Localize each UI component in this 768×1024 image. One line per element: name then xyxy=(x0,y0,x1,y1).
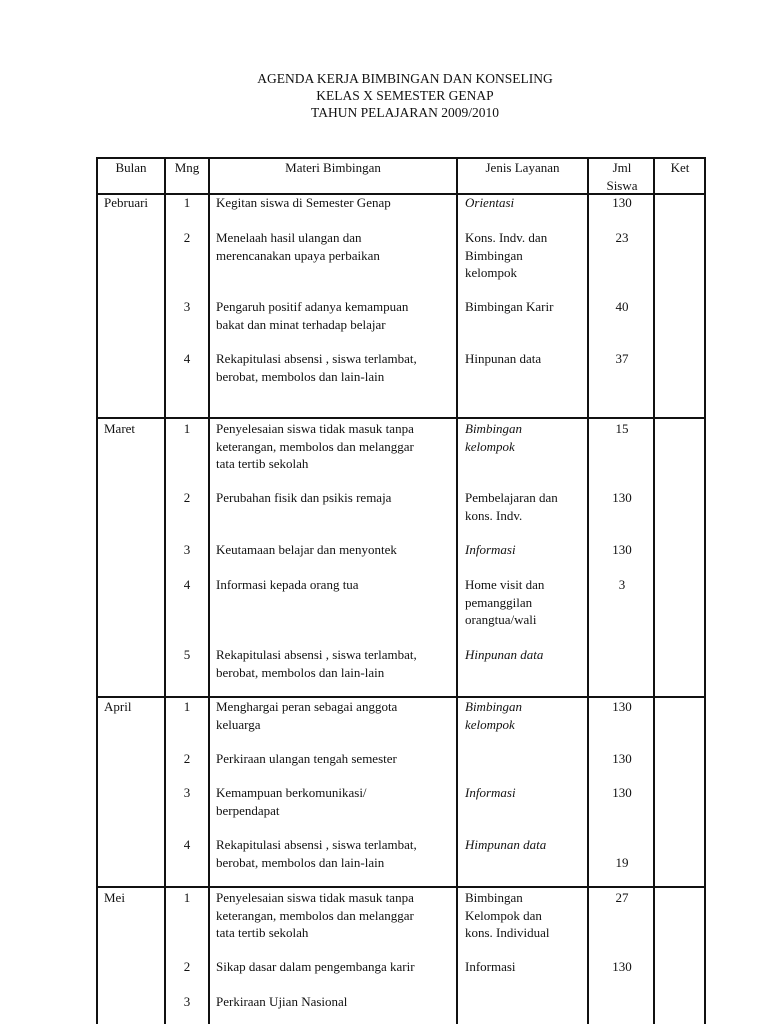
materi-cell: Rekapitulasi absensi , siswa terlambat, berobat, membolos dan lain-lain xyxy=(216,351,417,384)
jenis-layanan-cell: Kons. Indv. dan Bimbingan kelompok xyxy=(465,230,548,280)
jml-siswa-cell: 15 xyxy=(615,421,629,436)
materi-cell: Perkiraan ulangan tengah semester xyxy=(216,751,397,766)
materi-cell: Sikap dasar dalam pengembanga karir xyxy=(216,959,415,974)
doc-title-line-1: AGENDA KERJA BIMBINGAN DAN KONSELING xyxy=(257,71,553,86)
jenis-layanan-cell: Bimbingan kelompok xyxy=(465,421,523,454)
table-border xyxy=(587,157,589,1024)
header-mng: Mng xyxy=(174,160,200,175)
materi-cell: Perkiraan Ujian Nasional xyxy=(216,994,348,1009)
jml-siswa-cell: 40 xyxy=(615,299,629,314)
mng-cell: 1 xyxy=(183,421,191,436)
header-ket: Ket xyxy=(670,160,690,175)
jenis-layanan-cell: Orientasi xyxy=(465,195,515,210)
mng-cell: 5 xyxy=(183,647,191,662)
table-border xyxy=(96,157,98,1024)
mng-cell: 2 xyxy=(183,230,191,245)
table-border xyxy=(704,157,706,1024)
table-border xyxy=(208,157,210,1024)
materi-cell: Rekapitulasi absensi , siswa terlambat, berobat, membolos dan lain-lain xyxy=(216,837,417,870)
jml-siswa-cell: 130 xyxy=(612,542,632,557)
bulan-cell: Maret xyxy=(104,421,136,436)
header-bulan: Bulan xyxy=(115,160,147,175)
mng-cell: 1 xyxy=(183,890,191,905)
jml-siswa-cell: 19 xyxy=(615,854,629,870)
doc-title-line-3: TAHUN PELAJARAN 2009/2010 xyxy=(311,105,499,120)
mng-cell: 4 xyxy=(183,351,191,366)
mng-cell: 3 xyxy=(183,299,191,314)
jenis-layanan-cell: Hinpunan data xyxy=(465,647,544,662)
bulan-cell: Pebruari xyxy=(104,195,149,210)
materi-cell: Perubahan fisik dan psikis remaja xyxy=(216,490,392,505)
mng-cell: 3 xyxy=(183,785,191,800)
jml-siswa-cell: 27 xyxy=(615,890,629,905)
mng-cell: 3 xyxy=(183,994,191,1009)
table-border xyxy=(96,886,706,888)
jml-siswa-cell: 37 xyxy=(615,351,629,366)
mng-cell: 2 xyxy=(183,959,191,974)
table-border xyxy=(456,157,458,1024)
jenis-layanan-cell: Hinpunan data xyxy=(465,351,542,366)
jml-siswa-cell: 130 xyxy=(612,699,632,714)
jml-siswa-cell: 130 xyxy=(612,490,632,505)
jml-siswa-cell: 130 xyxy=(612,785,632,800)
jml-siswa-cell: 130 xyxy=(612,751,632,766)
materi-cell: Rekapitulasi absensi , siswa terlambat, berobat, membolos dan lain-lain xyxy=(216,647,417,680)
jml-siswa-cell: 130 xyxy=(612,959,632,974)
jenis-layanan-cell: Himpunan data xyxy=(465,837,547,852)
jml-siswa-cell: 3 xyxy=(618,577,626,592)
jenis-layanan-cell: Informasi xyxy=(465,959,516,974)
mng-cell: 1 xyxy=(183,195,191,210)
header-materi: Materi Bimbingan xyxy=(285,160,381,175)
materi-cell: Menelaah hasil ulangan dan merencanakan upaya perbaikan xyxy=(216,230,380,263)
jenis-layanan-cell: Informasi xyxy=(465,542,516,557)
bulan-cell: Mei xyxy=(104,890,125,905)
jenis-layanan-cell: Bimbingan Kelompok dan kons. Individual xyxy=(465,890,550,940)
jenis-layanan-cell: Informasi xyxy=(465,785,516,800)
materi-cell: Kegitan siswa di Semester Genap xyxy=(216,195,391,210)
mng-cell: 2 xyxy=(183,490,191,505)
materi-cell: Penyelesaian siswa tidak masuk tanpa keterangan, membolos dan melanggar tata tertib sekolah xyxy=(216,890,414,940)
mng-cell: 4 xyxy=(183,837,191,852)
mng-cell: 2 xyxy=(183,751,191,766)
header-jml-siswa: Jml Siswa xyxy=(606,160,638,193)
header-jenis: Jenis Layanan xyxy=(485,160,560,175)
mng-cell: 3 xyxy=(183,542,191,557)
materi-cell: Menghargai peran sebagai anggota keluarga xyxy=(216,699,398,732)
mng-cell: 1 xyxy=(183,699,191,714)
table-border xyxy=(96,417,706,419)
bulan-cell: April xyxy=(104,699,132,714)
jml-siswa-cell: 23 xyxy=(615,230,629,245)
doc-title-line-2: KELAS X SEMESTER GENAP xyxy=(316,88,494,103)
materi-cell: Pengaruh positif adanya kemampuan bakat dan minat terhadap belajar xyxy=(216,299,409,332)
jenis-layanan-cell: Home visit dan pemanggilan orangtua/wali xyxy=(465,577,545,627)
materi-cell: Kemampuan berkomunikasi/ berpendapat xyxy=(216,785,367,818)
jml-siswa-cell: 130 xyxy=(612,195,632,210)
jenis-layanan-cell: Bimbingan kelompok xyxy=(465,699,523,732)
jenis-layanan-cell: Pembelajaran dan kons. Indv. xyxy=(465,490,558,523)
materi-cell: Penyelesaian siswa tidak masuk tanpa keterangan, membolos dan melanggar tata tertib sekolah xyxy=(216,421,414,471)
jenis-layanan-cell: Bimbingan Karir xyxy=(465,299,554,314)
materi-cell: Keutamaan belajar dan menyontek xyxy=(216,542,397,557)
materi-cell: Informasi kepada orang tua xyxy=(216,577,359,592)
mng-cell: 4 xyxy=(183,577,191,592)
